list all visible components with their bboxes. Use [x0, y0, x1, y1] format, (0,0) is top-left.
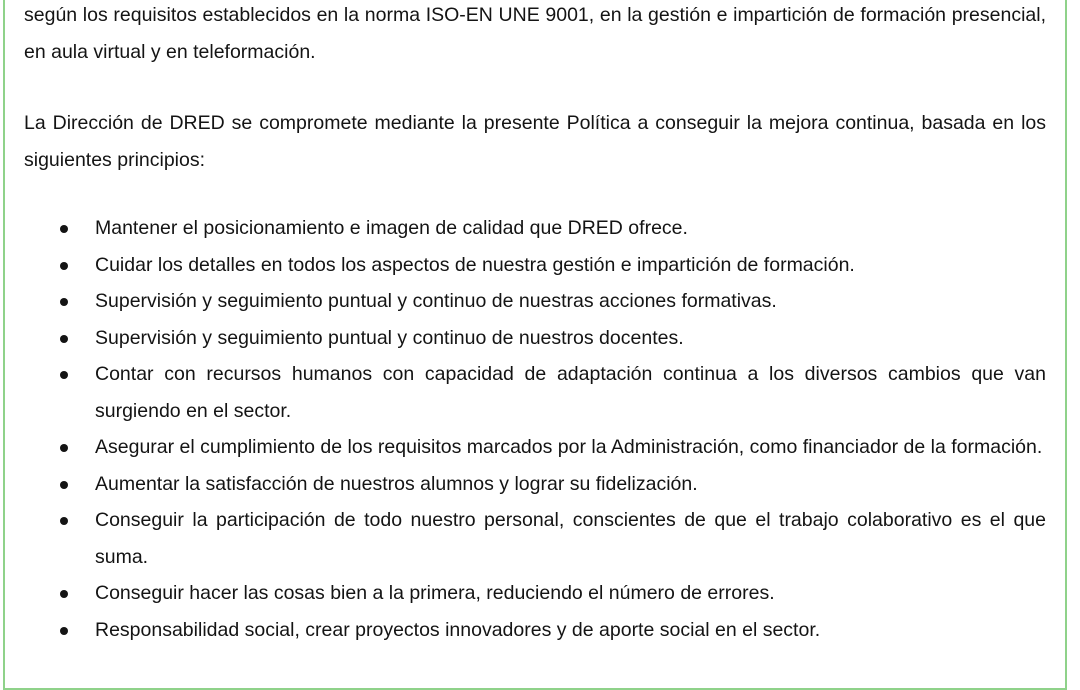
list-item-text: Conseguir la participación de todo nuestro personal, conscientes de que el trabajo colaborativo es el que suma. — [95, 509, 1046, 568]
list-item-text: Conseguir hacer las cosas bien a la primera, reduciendo el número de errores. — [95, 582, 775, 604]
list-item-text: Asegurar el cumplimiento de los requisitos marcados por la Administración, como financiador de la formación. — [95, 436, 1043, 458]
list-item-text: Supervisión y seguimiento puntual y continuo de nuestras acciones formativas. — [95, 290, 777, 312]
list-item-text: Aumentar la satisfacción de nuestros alumnos y lograr su fidelización. — [95, 472, 698, 495]
list-item — [24, 575, 1046, 612]
list-item — [24, 356, 1046, 429]
bullet-icon — [60, 627, 68, 635]
list-item — [24, 429, 1046, 466]
bullet-icon — [60, 371, 68, 379]
bullet-icon — [60, 298, 68, 306]
list-item — [24, 466, 1046, 503]
list-item — [24, 247, 1046, 284]
list-item — [24, 502, 1046, 575]
list-item — [24, 283, 1046, 320]
principles-list — [24, 210, 1046, 648]
bullet-icon — [60, 444, 68, 452]
list-item-text: Cuidar los detalles en todos los aspectos de nuestra gestión e impartición de formación. — [95, 253, 855, 276]
list-item — [24, 210, 1046, 247]
bullet-icon — [60, 262, 68, 270]
bullet-icon — [60, 517, 68, 525]
list-item — [24, 320, 1046, 357]
list-item-text: Contar con recursos humanos con capacidad de adaptación continua a los diversos cambios que van surgiendo en el sector. — [95, 363, 1046, 422]
bullet-icon — [60, 481, 68, 489]
bullet-icon — [60, 590, 68, 598]
list-item-text: Responsabilidad social, crear proyectos innovadores y de aporte social en el sector. — [95, 618, 821, 641]
list-item-text: Mantener el posicionamiento e imagen de calidad que DRED ofrece. — [95, 217, 688, 239]
list-item-text: Supervisión y seguimiento puntual y continuo de nuestros docentes. — [95, 326, 684, 349]
list-item — [24, 612, 1046, 649]
bullet-icon — [60, 335, 68, 343]
paragraph-commitment: La Dirección de DRED se compromete mediante la presente Política a conseguir la mejora continua, basada en los siguientes principios: — [24, 112, 1046, 171]
paragraph-iso-scope: según los requisitos establecidos en la norma ISO-EN UNE 9001, en la gestión e impartición de formación presencial, en aula virtual y en teleformación. — [24, 4, 1046, 63]
bullet-icon — [60, 225, 68, 233]
